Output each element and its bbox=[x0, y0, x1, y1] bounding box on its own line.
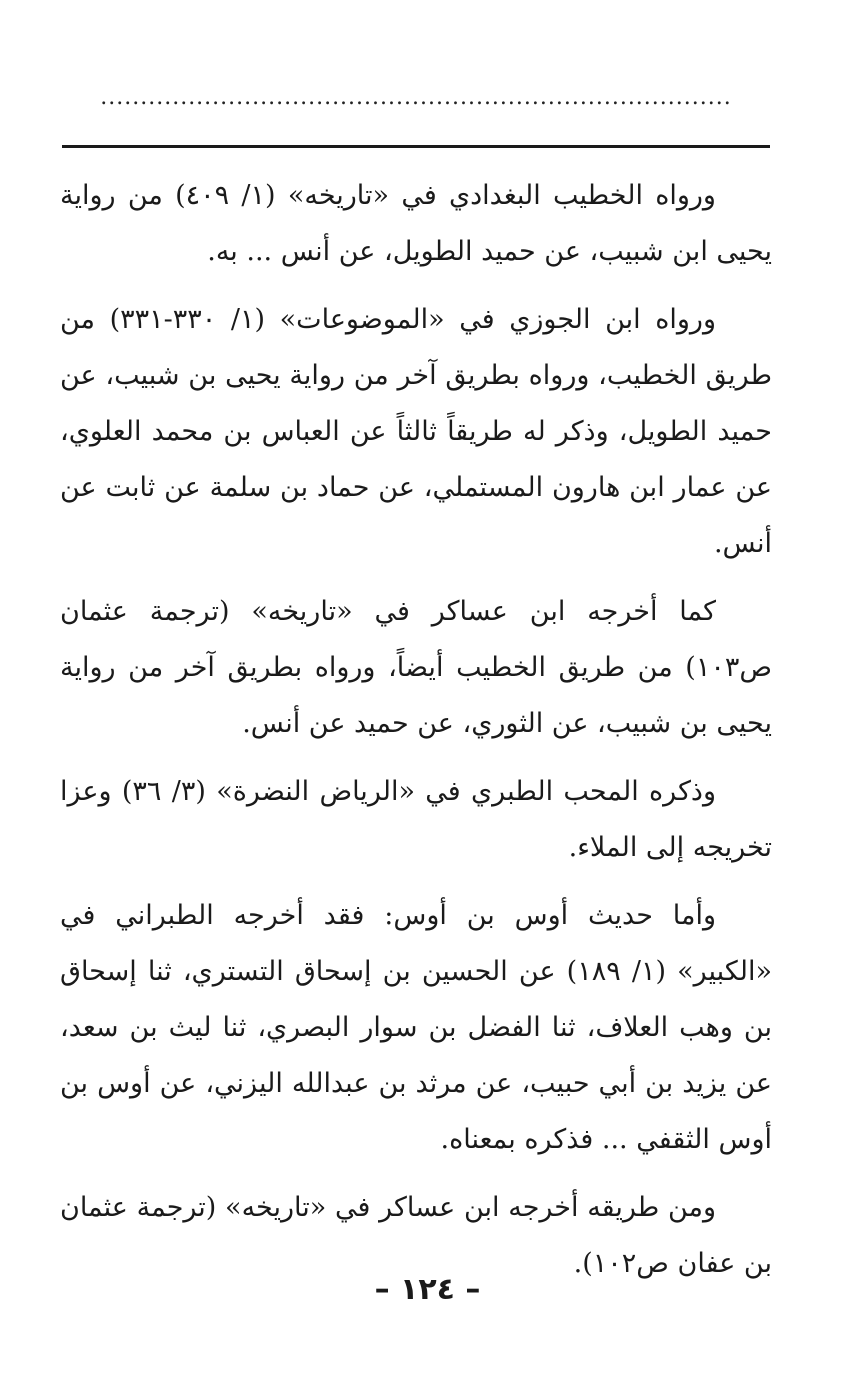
paragraph-4: وذكره المحب الطبري في «الرياض النضرة» (٣/ ٣٦) وعزا تخريجه إلى الملاء. bbox=[60, 776, 772, 863]
page-number: – ١٢٤ – bbox=[374, 1272, 481, 1307]
main-text bbox=[60, 168, 772, 1304]
paragraph-6: ومن طريقه أخرجه ابن عساكر في «تاريخه» (ترجمة عثمان بن عفان ص١٠٢). bbox=[60, 1192, 772, 1279]
horizontal-rule bbox=[62, 145, 770, 148]
paragraph-1: ورواه الخطيب البغدادي في «تاريخه» (١/ ٤٠٩) من رواية يحيى ابن شبيب، عن حميد الطويل، عن أنس ... به. bbox=[60, 180, 772, 267]
paragraph-3: كما أخرجه ابن عساكر في «تاريخه» (ترجمة عثمان ص١٠٣) من طريق الخطيب أيضاً، ورواه بطريق آخر من رواية يحيى بن شبيب، عن الثوري، عن حميد عن أنس. bbox=[60, 596, 772, 739]
paragraph-2: ورواه ابن الجوزي في «الموضوعات» (١/ ٣٣٠-٣٣١) من طريق الخطيب، ورواه بطريق آخر من رواية يحيى بن شبيب، عن حميد الطويل، وذكر له طريقاً ثالثاً عن العباس بن محمد العلوي، عن عمار ابن هارون المستملي، عن حماد بن سلمة عن ثابت عن أنس. bbox=[60, 304, 772, 559]
footnote-dotted-separator: ............................................................................... bbox=[100, 86, 732, 110]
paragraph-5: وأما حديث أوس بن أوس: فقد أخرجه الطبراني في «الكبير» (١/ ١٨٩) عن الحسين بن إسحاق التستري، ثنا إسحاق بن وهب العلاف، ثنا الفضل بن سوار البصري، ثنا ليث بن سعد، عن يزيد بن أبي حبيب، عن مرثد بن عبدالله اليزني، عن أوس بن أوس الثقفي ... فذكره بمعناه. bbox=[60, 900, 772, 1155]
